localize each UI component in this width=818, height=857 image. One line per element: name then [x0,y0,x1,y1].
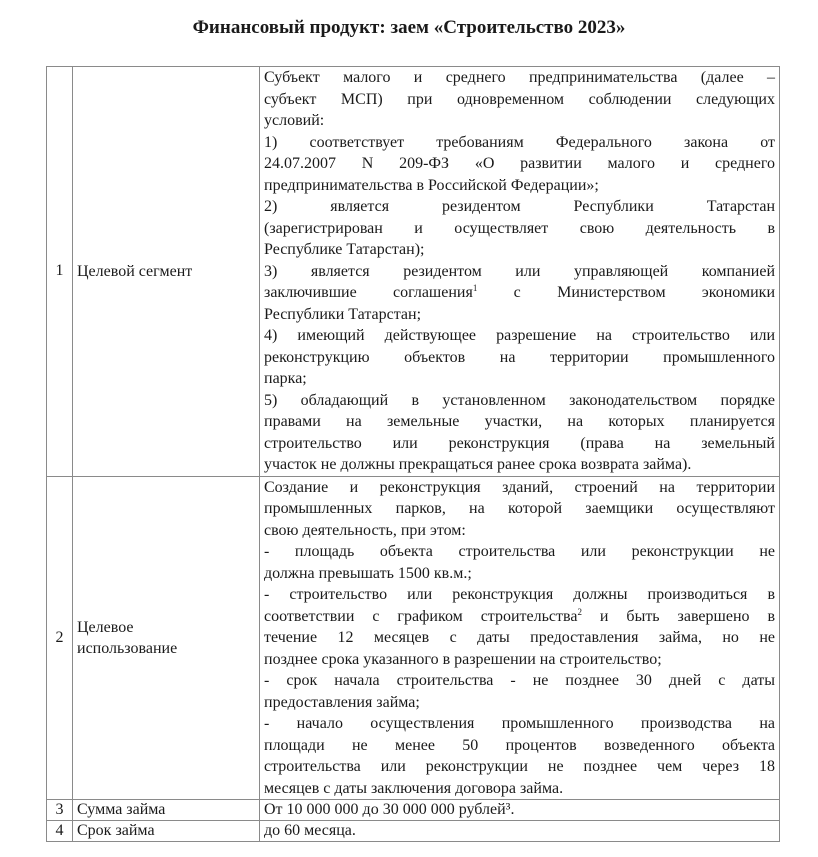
text-line: - строительство или реконструкция должны производиться в [264,586,775,603]
text-line: течение 12 месяцев с даты предоставления займа, но не [264,629,775,646]
text-line: реконструкцию объектов на территории промышленного [264,348,775,366]
text-line: предоставления займа; [264,693,420,711]
text-line: строительства или реконструкции не позднее чем через 18 [264,758,775,775]
row-label-line: Целевое [77,618,134,636]
text-fragment: и быть завершено в [599,607,776,625]
text-line: строительство или реконструкция (права на земельный [264,434,775,452]
text-line: субъект МСП) при одновременном соблюдении следующих [264,90,775,108]
row-label: Целевой сегмент [73,67,260,477]
text-line: промышленных парков, на которой заемщики осуществляют [264,500,775,517]
text-line: предпринимательства в Российской Федерации»; [264,176,599,194]
text-line: Субъект малого и среднего предпринимательства (далее – [264,69,775,86]
text-line-with-footnote [264,606,775,628]
row-number: 3 [47,800,73,821]
text-line: - срок начала строительства - не позднее 30 дней с даты [264,672,775,689]
row-content [260,476,780,800]
footnote-mark: 2 [577,606,582,617]
text-fragment: с Министерством экономики [513,284,775,301]
text-line: 2) является резидентом Республики Татарстан [264,198,775,215]
text-line: участок не должны прекращаться ранее срока возврата займа). [264,456,692,473]
row-content [260,67,780,477]
text-line: должна превышать 1500 кв.м.; [264,564,472,582]
row-label: Срок займа [73,821,260,842]
text-line: условий: [264,112,325,129]
text-line: 1) соответствует требованиям Федерального закона от [264,133,775,151]
row-content: От 10 000 000 до 30 000 000 рублей³. [260,800,780,821]
table-row-loan-term [47,821,780,842]
text-line: Создание и реконструкция зданий, строений на территории [264,478,775,496]
text-line: парка; [264,370,307,387]
row-content: до 60 месяца. [260,821,780,842]
table-row-loan-amount [47,800,780,821]
text-line: Республике Татарстан); [264,241,425,258]
text-line: свою деятельность, при этом: [264,521,466,539]
row-label: Сумма займа [73,800,260,821]
loan-terms-table [46,66,780,842]
row-label-line: использование [77,639,178,657]
row-number: 2 [47,476,73,800]
text-fragment: заключившие соглашения [264,284,473,301]
text-line: - начало осуществления промышленного производства на [264,715,775,732]
row-number: 1 [47,67,73,477]
table-row-target-segment [47,67,780,477]
text-line: Республики Татарстан; [264,305,422,323]
row-label [73,476,260,800]
page-title: Финансовый продукт: заем «Строительство 2023» [192,17,626,38]
text-line: месяцев с даты заключения договора займа. [264,779,564,797]
text-line: позднее срока указанного в разрешении на строительство; [264,650,662,668]
text-fragment: соответствии с графиком строительства [264,607,578,625]
text-line-with-footnote [264,282,775,304]
table-row-intended-use [47,476,780,800]
text-line: 24.07.2007 N 209-ФЗ «О развитии малого и среднего [264,155,775,172]
text-line: площади не менее 50 процентов возведенного объекта [264,736,775,754]
row-number: 4 [47,821,73,842]
text-line: - площадь объекта строительства или реконструкции не [264,543,775,560]
text-line: (зарегистрирован и осуществляет свою деятельность в [264,219,775,237]
text-line: правами на земельные участки, на которых планируется [264,413,775,430]
text-line: 3) является резидентом или управляющей компанией [264,262,775,280]
text-line: 5) обладающий в установленном законодательством порядке [264,391,775,409]
text-line: 4) имеющий действующее разрешение на строительство или [264,327,775,344]
footnote-mark: 1 [472,283,478,293]
